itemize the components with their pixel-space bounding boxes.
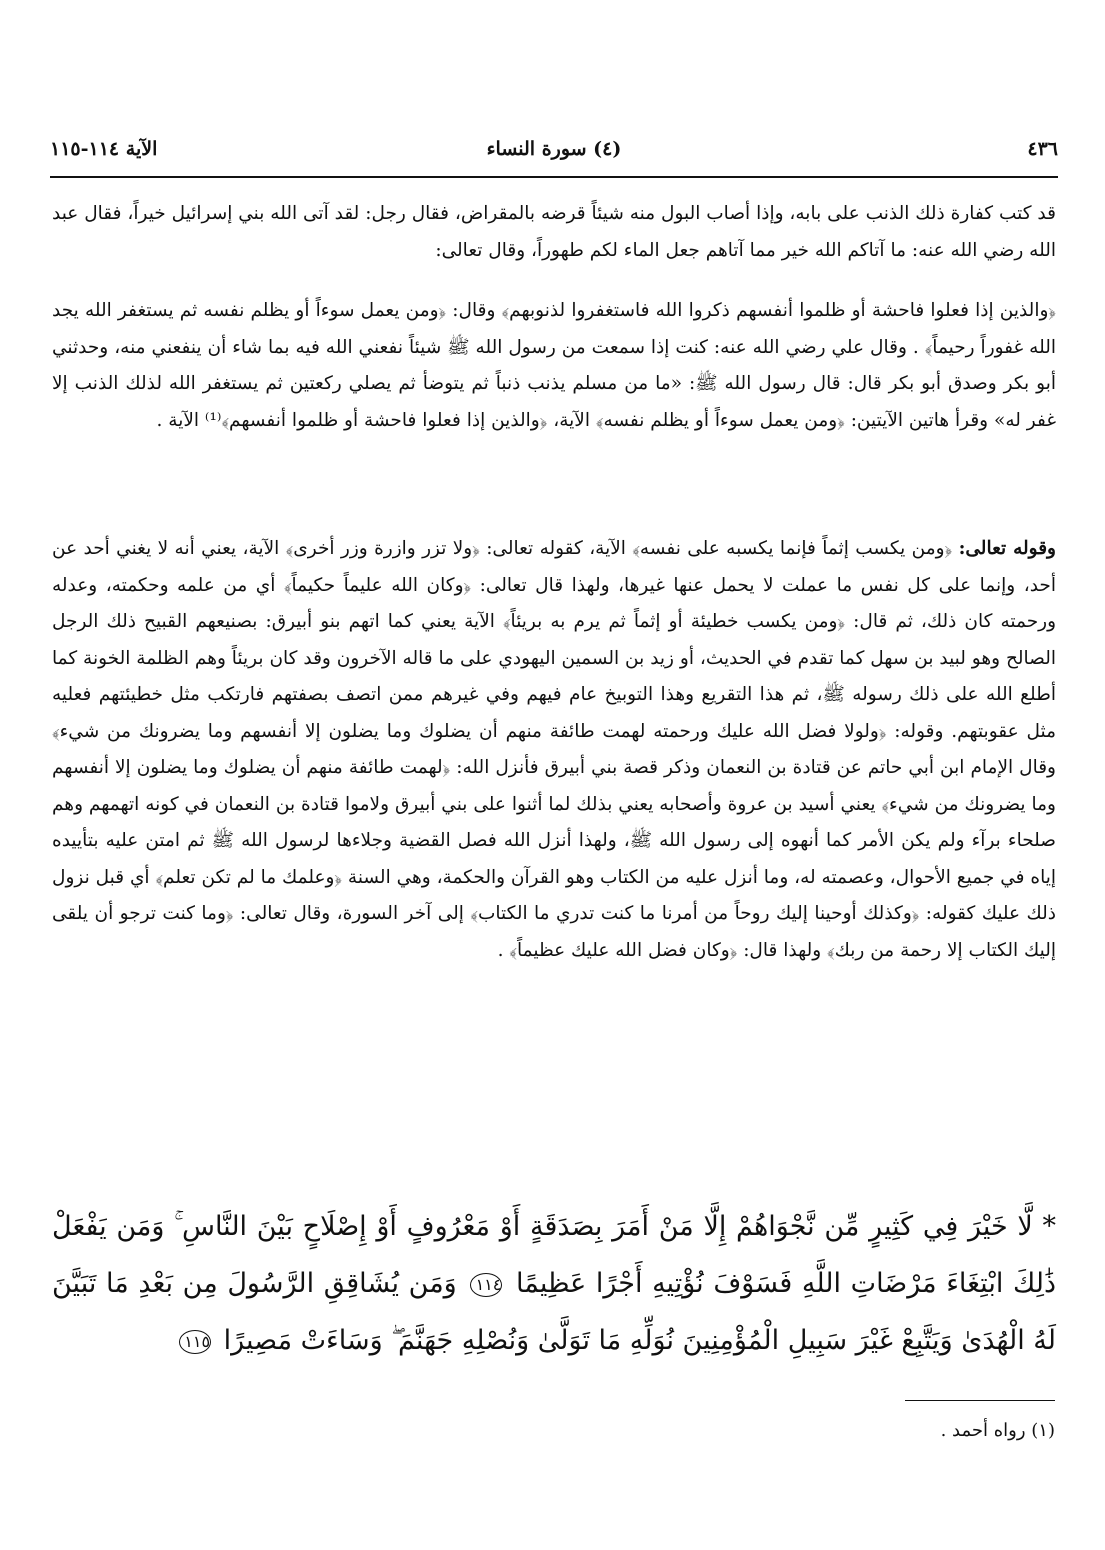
verse-number-114: ١١٤ xyxy=(470,1273,502,1297)
page-number: ٤٣٦ xyxy=(1027,138,1058,160)
paragraph-lead: وقوله تعالى: xyxy=(958,538,1056,559)
footnote: (١) رواه أحمد . xyxy=(940,1420,1055,1441)
commentary-paragraph-2: ﴿والذين إذا فعلوا فاحشة أو ظلموا أنفسهم ذكروا الله فاستغفروا لذنوبهم﴾ وقال: ﴿ومن يعمل سوءاً أو يظلم نفسه ثم يستغفر الله يجد الله غفوراً رحيماً﴾ . وقال علي رضي الله عنه: كنت إذا سمعت من رسول الله ﷺ شيئاً نفعني الله فيه بما شاء أن ينفعني منه، وحدثني أبو بكر وصدق أبو بكر قال: قال رسول الله ﷺ: «ما من مسلم يذنب ذنباً ثم يتوضأ ثم يصلي ركعتين ثم يستغفر الله لذلك الذنب إلا غفر له» وقرأ هاتين الآيتين: ﴿ومن يعمل سوءاً أو يظلم نفسه﴾ الآية، ﴿والذين إذا فعلوا فاحشة أو ظلموا أنفسهم﴾⁽¹⁾ الآية . xyxy=(52,300,1056,431)
verse-115: وَمَن يُشَاقِقِ الرَّسُولَ مِن بَعْدِ مَا تَبَيَّنَ لَهُ الْهُدَىٰ وَيَتَّبِعْ غَيْرَ سَبِيلِ الْمُؤْمِنِينَ نُوَلِّهِ مَا تَوَلَّىٰ وَنُصْلِهِ جَهَنَّمَ ۖ وَسَاءَتْ مَصِيرًا xyxy=(52,1268,1056,1356)
commentary-paragraph-3 xyxy=(52,531,1056,969)
verse-number-115: ١١٥ xyxy=(179,1330,211,1354)
verse-114: * لَّا خَيْرَ فِي كَثِيرٍ مِّن نَّجْوَاهُمْ إِلَّا مَنْ أَمَرَ بِصَدَقَةٍ أَوْ مَعْرُوفٍ أَوْ إِصْلَاحٍ بَيْنَ النَّاسِ ۚ وَمَن يَفْعَلْ ذَٰلِكَ ابْتِغَاءَ مَرْضَاتِ اللَّهِ فَسَوْفَ نُؤْتِيهِ أَجْرًا عَظِيمًا xyxy=(52,1211,1056,1299)
paragraph-body: ﴿ومن يكسب إثماً فإنما يكسبه على نفسه﴾ الآية، كقوله تعالى: ﴿ولا تزر وازرة وزر أخرى﴾ الآية، يعني أنه لا يغني أحد عن أحد، وإنما على كل نفس ما عملت لا يحمل عنها غيرها، ولهذا قال تعالى: ﴿وكان الله عليماً حكيماً﴾ أي من علمه وحكمته، وعدله ورحمته كان ذلك، ثم قال: ﴿ومن يكسب خطيئة أو إثماً ثم يرم به بريئاً﴾ الآية يعني كما اتهم بنو أبيرق: بصنيعهم القبيح ذلك الرجل الصالح وهو لبيد بن سهل كما تقدم في الحديث، أو زيد بن السمين اليهودي على ما قاله الآخرون وقد كان بريئاً وهم الظلمة الخونة كما أطلع الله على ذلك رسوله ﷺ، ثم هذا التقريع وهذا التوبيخ عام فيهم وفي غيرهم ممن اتصف بصفتهم فارتكب مثل خطيئتهم فعليه مثل عقوبتهم. وقوله: ﴿ولولا فضل الله عليك ورحمته لهمت طائفة منهم أن يضلوك وما يضلون إلا أنفسهم وما يضرونك من شيء﴾ وقال الإمام ابن أبي حاتم عن قتادة بن النعمان وذكر قصة بني أبيرق فأنزل الله: ﴿لهمت طائفة منهم أن يضلوك وما يضلون إلا أنفسهم وما يضرونك من شيء﴾ يعني أسيد بن عروة وأصحابه يعني بذلك لما أثنوا على بني أبيرق ولاموا قتادة بن النعمان في كونه اتهمهم وهم صلحاء برآء ولم يكن الأمر كما أنهوه إلى رسول الله ﷺ، ولهذا أنزل الله فصل القضية وجلاءها لرسول الله ﷺ ثم امتن عليه بتأييده إياه في جميع الأحوال، وعصمته له، وما أنزل عليه من الكتاب وهو القرآن والحكمة، وهي السنة ﴿وعلمك ما لم تكن تعلم﴾ أي قبل نزول ذلك عليك كقوله: ﴿وكذلك أوحينا إليك روحاً من أمرنا ما كنت تدري ما الكتاب﴾ إلى آخر السورة، وقال تعالى: ﴿وما كنت ترجو أن يلقى إليك الكتاب إلا رحمة من ربك﴾ ولهذا قال: ﴿وكان فضل الله عليك عظيماً﴾ . xyxy=(52,538,1056,961)
footnote-divider xyxy=(905,1400,1055,1401)
verse-range: الآية ١١٤-١١٥ xyxy=(50,138,158,160)
quran-verses xyxy=(52,1198,1056,1369)
page-header xyxy=(50,138,1058,174)
surah-title: (٤) سورة النساء xyxy=(486,138,622,160)
commentary-paragraph-1: قد كتب كفارة ذلك الذنب على بابه، وإذا أصاب البول منه شيئاً قرضه بالمقراض، فقال رجل: لقد آتى الله بني إسرائيل خيراً، فقال عبد الله رضي الله عنه: ما آتاكم الله خير مما آتاهم جعل الماء لكم طهوراً، وقال تعالى: xyxy=(52,203,1056,261)
header-divider xyxy=(50,176,1058,178)
